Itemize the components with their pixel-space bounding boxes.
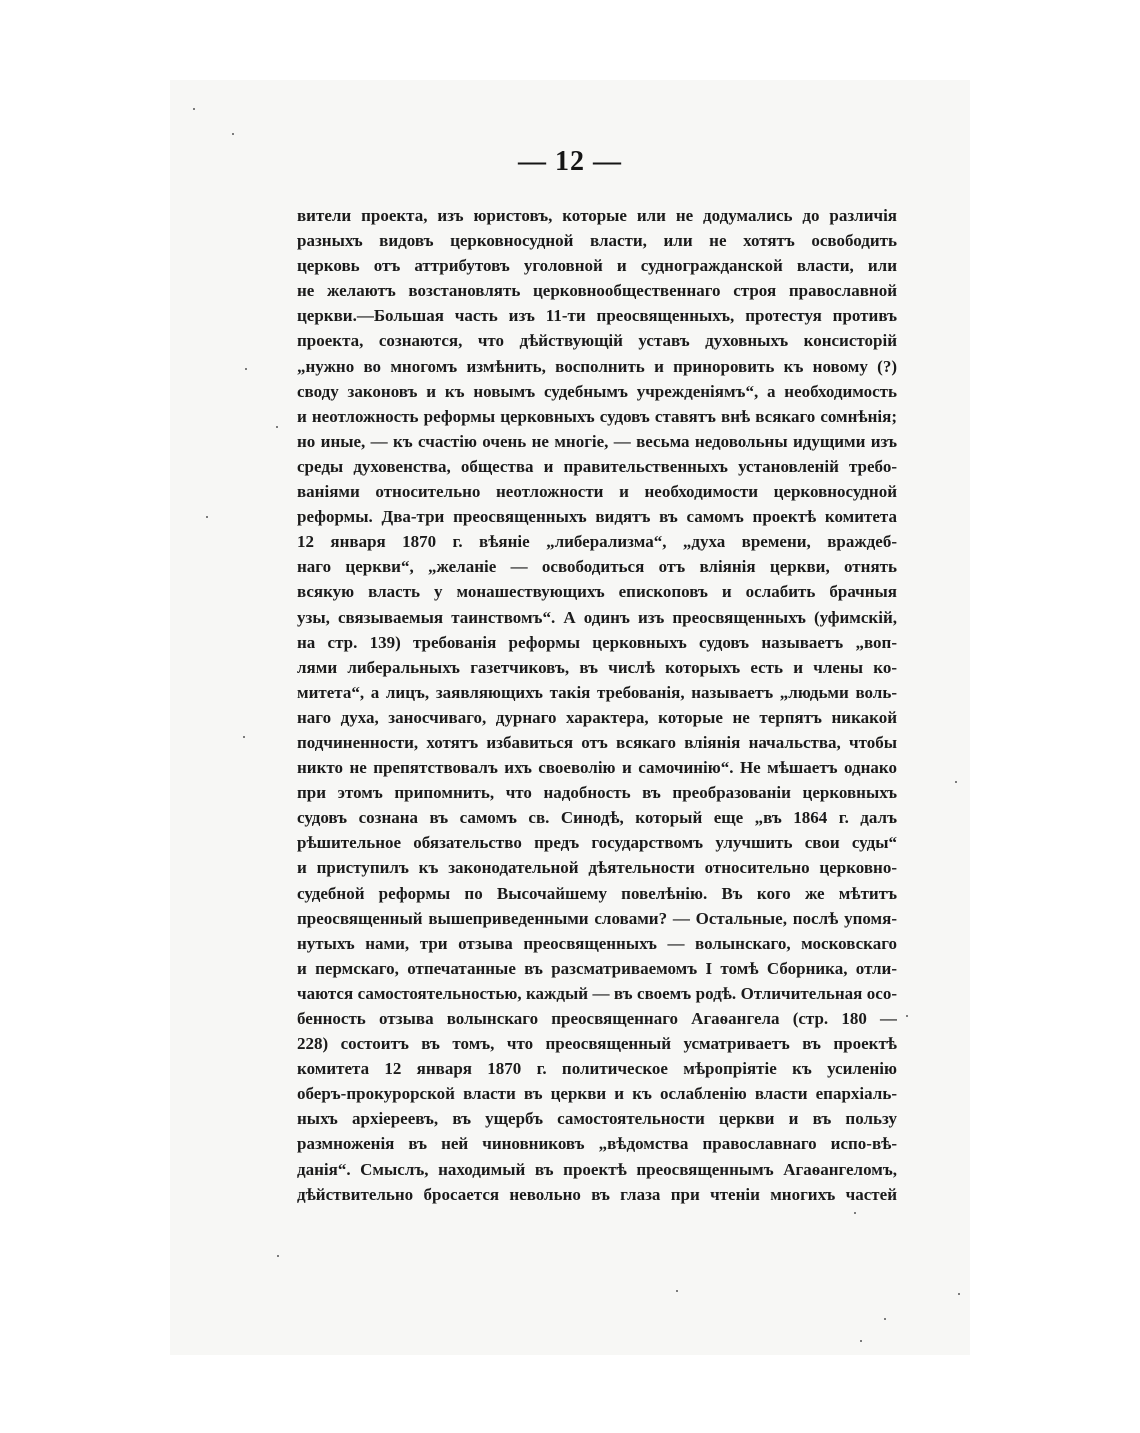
scan-speck — [955, 781, 957, 783]
text-line: церкви.—Большая часть изъ 11-ти преосвященныхъ, протестуя противъ — [297, 306, 897, 326]
text-line: при этомъ припомнить, что надобность въ преобразованіи церковныхъ — [297, 783, 897, 803]
text-line: лями либеральныхъ газетчиковъ, въ числѣ которыхъ есть и члены ко- — [297, 657, 897, 677]
text-line: вители проекта, изъ юристовъ, которые или не додумались до различія — [297, 206, 897, 225]
text-line: митета“, а лицъ, заявляющихъ такія требованія, называетъ „людьми воль- — [297, 682, 897, 702]
scan-speck — [860, 1340, 862, 1342]
text-line: чаются самостоятельностью, каждый — въ своемъ родѣ. Отличительная осо- — [297, 983, 897, 1003]
scan-speck — [232, 133, 234, 135]
text-line: узы, связываемыя таинствомъ“. А одинъ изъ преосвященныхъ (уфимскій, — [297, 607, 897, 627]
page-number: — 12 — — [518, 146, 622, 177]
text-line: комитета 12 января 1870 г. политическое мѣропріятіе къ усиленію — [297, 1059, 897, 1079]
text-line: преосвященный вышеприведенными словами? — Остальные, послѣ упомя- — [297, 908, 897, 928]
text-line: но иные, — къ счастію очень не многіе, — весьма недовольны идущими изъ — [297, 431, 897, 451]
text-line: разныхъ видовъ церковносудной власти, или не хотятъ освободить — [297, 231, 897, 251]
text-line: всякую власть у монашествующихъ епископовъ и ослабить брачныя — [297, 582, 897, 602]
scan-speck — [854, 1212, 856, 1214]
scan-speck — [193, 108, 195, 110]
scan-speck — [277, 1255, 279, 1257]
text-line: проекта, сознаются, что дѣйствующій уставъ духовныхъ консисторій — [297, 331, 897, 351]
text-line: „нужно во многомъ измѣнить, восполнить и приноровить къ новому (?) — [297, 356, 897, 376]
text-line: судовъ сознана въ самомъ св. Синодѣ, который еще „въ 1864 г. далъ — [297, 808, 897, 828]
text-line: подчиненности, хотятъ избавиться отъ всякаго вліянія начальства, чтобы — [297, 732, 897, 752]
text-line: наго духа, заносчиваго, дурнаго характера, которые не терпятъ никакой — [297, 707, 897, 727]
text-line: дѣйствительно бросается невольно въ глаза при чтеніи многихъ частей — [297, 1184, 897, 1204]
text-line: рѣшительное обязательство предъ государствомъ улучшить свои суды“ — [297, 833, 897, 853]
scan-speck — [958, 1293, 960, 1295]
scan-speck — [906, 1015, 908, 1017]
text-line: ваніями относительно неотложности и необходимости церковносудной — [297, 482, 897, 502]
text-line: среды духовенства, общества и правительственныхъ установленій требо- — [297, 456, 897, 476]
text-line: оберъ-прокурорской власти въ церкви и къ ослабленію власти епархіаль- — [297, 1084, 897, 1104]
text-line: и пермскаго, отпечатанные въ разсматриваемомъ I томѣ Сборника, отли- — [297, 958, 897, 978]
text-line: на стр. 139) требованія реформы церковныхъ судовъ называетъ „воп- — [297, 632, 897, 652]
text-line: и неотложность реформы церковныхъ судовъ ставятъ внѣ всякаго сомнѣнія; — [297, 406, 897, 426]
text-line: 12 января 1870 г. вѣяніе „либерализма“, „духа времени, враждеб- — [297, 532, 897, 552]
text-line: бенность отзыва волынскаго преосвященнаго Агаѳангела (стр. 180 — — [297, 1009, 897, 1028]
text-line: и приступилъ къ законодательной дѣятельности относительно церковно- — [297, 858, 897, 878]
scan-speck — [245, 368, 247, 370]
text-line: нутыхъ нами, три отзыва преосвященныхъ — волынскаго, московскаго — [297, 933, 897, 953]
text-line: размноженія въ ней чиновниковъ „вѣдомства православнаго испо-вѣ- — [297, 1134, 897, 1154]
body-text — [297, 203, 897, 1207]
text-line: никто не препятствовалъ ихъ своеволію и самочинію“. Не мѣшаетъ однако — [297, 758, 897, 778]
text-line: ныхъ архіереевъ, въ ущербъ самостоятельности церкви и въ пользу — [297, 1109, 897, 1129]
text-line: своду законовъ и къ новымъ судебнымъ учрежденіямъ“, а необходимость — [297, 381, 897, 401]
text-line: реформы. Два-три преосвященныхъ видятъ въ самомъ проектѣ комитета — [297, 507, 897, 527]
text-line: судебной реформы по Высочайшему повелѣнію. Въ кого же мѣтитъ — [297, 883, 897, 903]
text-line: церковь отъ аттрибутовъ уголовной и судногражданской власти, или — [297, 256, 897, 276]
scan-speck — [676, 1290, 678, 1292]
text-line: 228) состоитъ въ томъ, что преосвященный усматриваетъ въ проектѣ — [297, 1034, 897, 1054]
text-line: наго церкви“, „желаніе — освободиться отъ вліянія церкви, отнять — [297, 557, 897, 577]
scan-speck — [884, 1318, 886, 1320]
scan-speck — [206, 516, 208, 518]
text-line: не желаютъ возстановлять церковнообщественнаго строя православной — [297, 281, 897, 301]
scan-speck — [243, 736, 245, 738]
scan-speck — [276, 426, 278, 428]
text-line: данія“. Смыслъ, находимый въ проектѣ преосвященнымъ Агаѳангеломъ, — [297, 1159, 897, 1179]
